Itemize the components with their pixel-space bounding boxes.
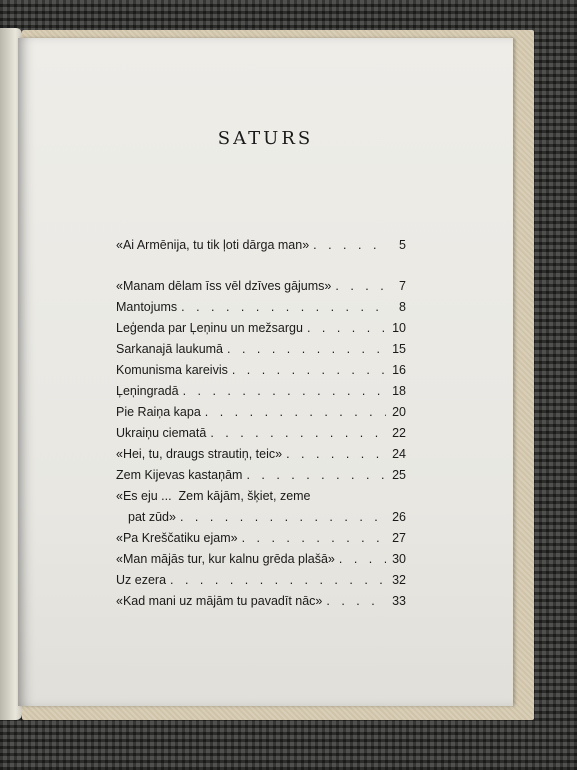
toc-leader-dots [227,342,386,356]
toc-entry-title: «Man mājās tur, kur kalnu grēda plašā» [116,552,335,566]
toc-entry-page: 16 [392,363,406,377]
toc-entry-page: 18 [392,384,406,398]
toc-leader-dots [170,573,386,587]
toc-entry-title: «Manam dēlam īss vēl dzīves gājums» [116,279,332,293]
toc-entry-page: 32 [392,573,406,587]
toc-entry [116,363,406,377]
toc-entry-title: Zem Kijevas kastaņām [116,468,243,482]
toc-entry-page: 20 [392,405,406,419]
toc-leader-dots [307,321,386,335]
toc-entry-page: 7 [399,279,406,293]
toc-entry [116,300,406,314]
book-page [18,38,513,706]
toc-entry [116,426,406,440]
toc-entry [116,594,406,608]
toc-entry-title: «Hei, tu, draugs strautiņ, teic» [116,447,283,461]
toc-entry [116,238,406,252]
toc-leader-dots [183,384,386,398]
toc-entry [116,321,406,335]
toc-leader-dots [313,238,386,252]
toc-leader-dots [339,552,386,566]
page-title: SATURS [217,128,314,149]
toc-entry [116,384,406,398]
toc-leader-dots [246,468,386,482]
toc-entry-title: Mantojums [116,300,178,314]
toc-entry-title: Sarkanajā laukumā [116,342,224,356]
toc-entry-title: «Es eju ... Zem kājām, šķiet, zeme [116,489,311,503]
toc-entry [116,468,406,482]
toc-entry-page: 25 [392,468,406,482]
toc-entry-page: 22 [392,426,406,440]
toc-entry-page: 26 [392,510,406,524]
toc-entry-title: «Kad mani uz mājām tu pavadīt nāc» [116,594,323,608]
toc-entry-title-continuation: pat zūd» [128,510,176,524]
toc-entry-page: 30 [392,552,406,566]
toc-entry-page: 8 [399,300,406,314]
toc-entry [116,573,406,587]
toc-entry [116,447,406,461]
toc-entry-title: Ukraiņu ciematā [116,426,207,440]
toc-leader-dots [180,510,386,524]
toc-entry-title: Uz ezera [116,573,167,587]
toc-entry [116,489,406,524]
toc-leader-dots [326,594,386,608]
toc-entry-title: Leģenda par Ļeņinu un mežsargu [116,321,303,335]
toc-leader-dots [210,426,386,440]
toc-leader-dots [205,405,386,419]
toc-entry [116,279,406,293]
toc-leader-dots [335,279,386,293]
toc-entry-title: Ļeņingradā [116,384,179,398]
toc-entry [116,342,406,356]
toc-entry-page: 24 [392,447,406,461]
toc-entry-title: Pie Raiņa kapa [116,405,201,419]
toc-entry-page: 10 [392,321,406,335]
toc-entry-page: 5 [399,238,406,252]
toc-entry-title: Komunisma kareivis [116,363,228,377]
toc-entry [116,552,406,566]
toc-leader-dots [286,447,386,461]
toc-leader-dots [242,531,386,545]
toc-entry-page: 33 [392,594,406,608]
toc-entry-page: 27 [392,531,406,545]
toc-entry [116,405,406,419]
toc-leader-dots [232,363,386,377]
toc-leader-dots [181,300,386,314]
toc-entry-title: «Ai Armēnija, tu tik ļoti dārga man» [116,238,310,252]
toc-entry-title: «Pa Kreščatiku ejam» [116,531,238,545]
toc-entry [116,531,406,545]
toc-entry-page: 15 [392,342,406,356]
